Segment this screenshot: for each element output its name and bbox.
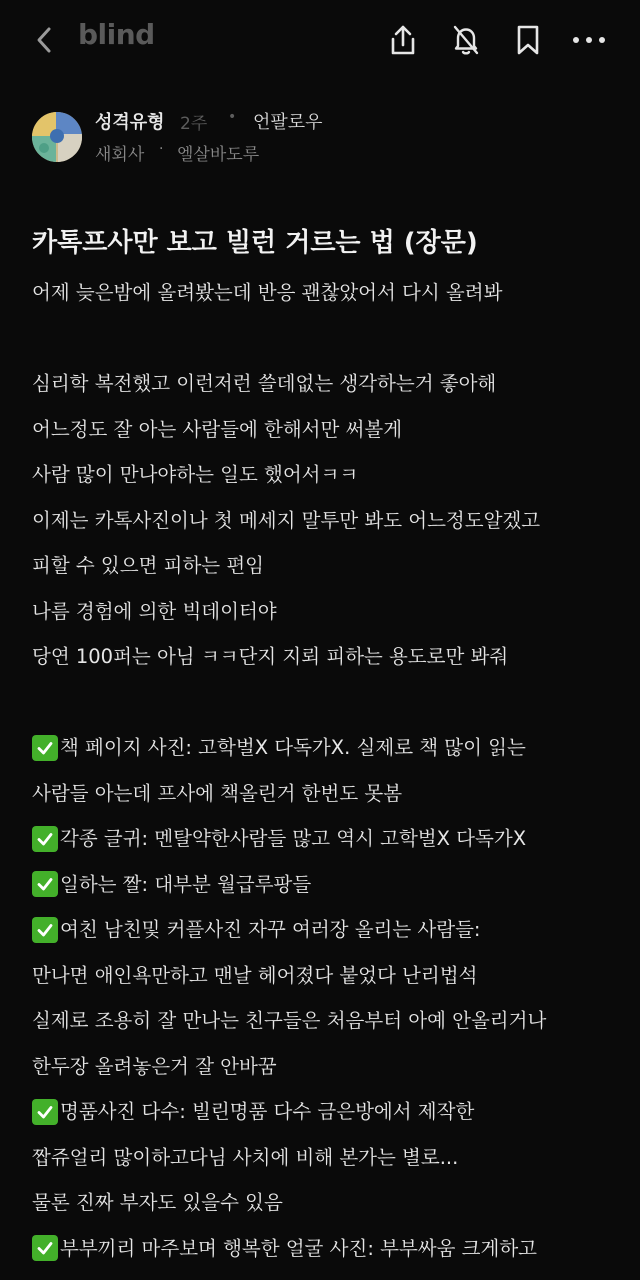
line-text: 짭쥬얼리 많이하고다님 사치에 비해 본가는 별로...: [32, 1145, 459, 1169]
line-text: 어제 늦은밤에 올려봤는데 반응 괜찮았어서 다시 올려봐: [32, 281, 503, 304]
line-text: 한두장 올려놓은거 잘 안바꿈: [32, 1054, 277, 1078]
post-time: 2주: [180, 114, 208, 134]
body-line: [32, 771, 622, 817]
check-mark-icon: [32, 826, 58, 852]
line-text: 사람들 아는데 프사에 책올린거 한번도 못봄: [32, 781, 403, 805]
line-text: 물론 진짜 부자도 있을수 있음: [32, 1191, 283, 1214]
separator-dot: •: [228, 109, 237, 125]
share-icon[interactable]: [383, 20, 423, 60]
body-line: [32, 998, 622, 1044]
line-text: 어느정도 잘 아는 사람들에 한해서만 써볼게: [32, 417, 403, 441]
checklist-line: [32, 907, 622, 953]
body-line: [32, 361, 622, 407]
check-mark-icon: [32, 1099, 58, 1125]
line-text: 책 페이지 사진: 고학벌X 다독가X. 실제로 책 많이 읽는: [60, 736, 526, 759]
back-icon[interactable]: [24, 20, 64, 60]
post-title: 카톡프사만 보고 빌런 거르는 법 (장문): [32, 228, 478, 258]
check-mark-icon: [32, 917, 58, 943]
line-text: 일하는 짤: 대부분 월급루팡들: [60, 872, 312, 896]
line-text: 만나면 애인욕만하고 맨날 헤어졌다 붙었다 난리법석: [32, 963, 478, 987]
checklist-line: [32, 1226, 622, 1272]
line-text: 심리학 복전했고 이런저런 쓸데없는 생각하는거 좋아해: [32, 372, 497, 395]
checklist-line: [32, 816, 622, 862]
more-icon[interactable]: [569, 20, 609, 60]
line-text: 부부끼리 마주보며 행복한 얼굴 사진: 부부싸움 크게하고: [60, 1236, 538, 1260]
check-mark-icon: [32, 735, 58, 761]
body-line: [32, 543, 622, 589]
unfollow-button[interactable]: 언팔로우: [253, 112, 323, 133]
bookmark-icon[interactable]: [508, 20, 548, 60]
author-section: [0, 100, 640, 180]
line-text: 실제로 조용히 잘 만나는 친구들은 처음부터 아예 안올리거나: [32, 1009, 547, 1032]
author-company: 새회사: [95, 145, 145, 165]
line-text: 이제는 카톡사진이나 첫 메세지 말투만 봐도 어느정도알겠고: [32, 508, 541, 532]
blind-logo[interactable]: blind: [78, 18, 155, 51]
line-text: 피할 수 있으면 피하는 편임: [32, 554, 265, 577]
notifications-off-icon[interactable]: [446, 20, 486, 60]
body-line: [32, 407, 622, 453]
checklist-line: [32, 725, 622, 771]
body-line: [32, 316, 622, 362]
post-body: [32, 270, 622, 1271]
body-line: [32, 452, 622, 498]
body-line: [32, 680, 622, 726]
author-nickname: 엘살바도루: [177, 145, 260, 165]
separator-dot-2: ·: [159, 141, 164, 157]
body-line: [32, 1135, 622, 1181]
check-mark-icon: [32, 871, 58, 897]
avatar[interactable]: [32, 112, 82, 162]
check-mark-icon: [32, 1235, 58, 1261]
line-text: 당연 100퍼는 아님 ㅋㅋ단지 지뢰 피하는 용도로만 봐줘: [32, 645, 509, 668]
body-line: [32, 270, 622, 316]
top-bar: [0, 0, 640, 80]
line-text: 나름 경험에 의한 빅데이터야: [32, 599, 277, 623]
body-line: [32, 589, 622, 635]
body-line: [32, 498, 622, 544]
line-text: 각종 글귀: 멘탈약한사람들 많고 역시 고학벌X 다독가X: [60, 827, 527, 850]
body-line: [32, 953, 622, 999]
author-name[interactable]: 성격유형: [95, 112, 165, 133]
body-line: [32, 1180, 622, 1226]
body-line: [32, 1044, 622, 1090]
line-text: 명품사진 다수: 빌린명품 다수 금은방에서 제작한: [60, 1100, 475, 1123]
line-text: 사람 많이 만나야하는 일도 했어서ㅋㅋ: [32, 463, 359, 486]
body-line: [32, 634, 622, 680]
checklist-line: [32, 862, 622, 908]
checklist-line: [32, 1089, 622, 1135]
line-text: 여친 남친및 커플사진 자꾸 여러장 올리는 사람들:: [60, 918, 481, 941]
